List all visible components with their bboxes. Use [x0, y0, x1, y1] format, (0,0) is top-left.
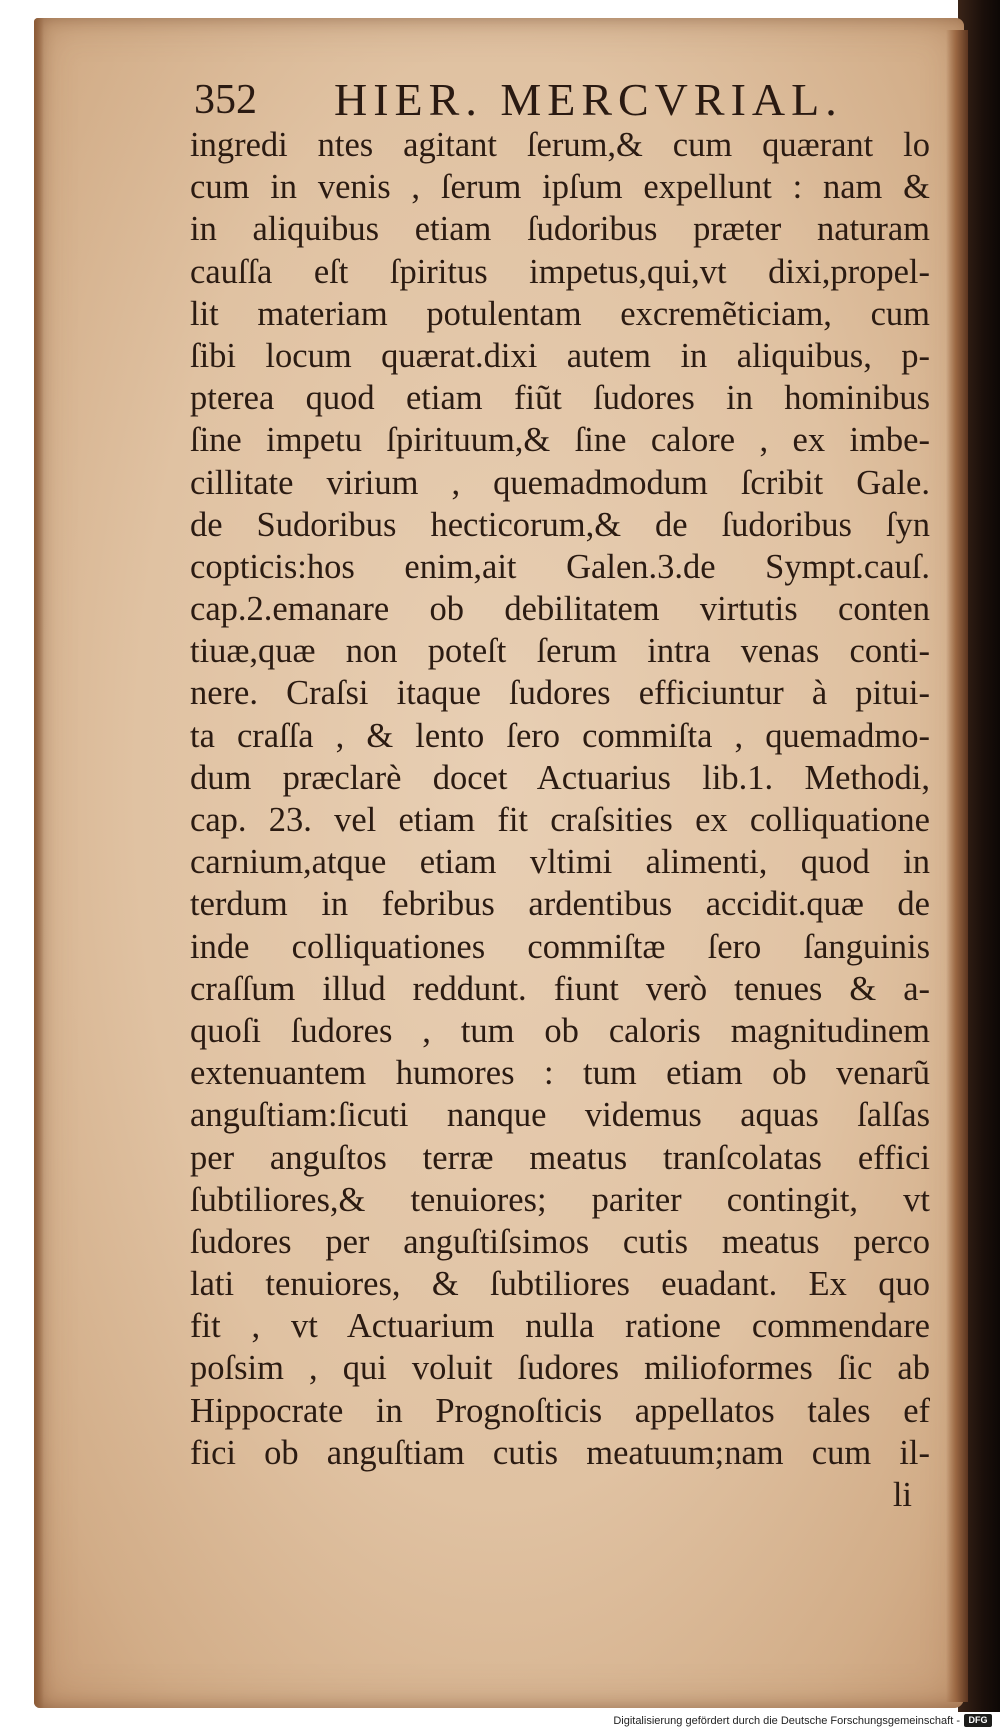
- text-line: ſibi locum quærat.dixi autem in aliquibus, p-: [190, 336, 930, 375]
- text-line: ſubtiliores,& tenuiores; pariter contingit, vt: [190, 1180, 930, 1219]
- text-line: cillitate virium , quemadmodum ſcribit Gale.: [190, 463, 930, 502]
- text-line: inde colliquationes commiſtæ ſero ſanguinis: [190, 927, 930, 966]
- text-line: cum in venis , ſerum ipſum expellunt : nam &: [190, 168, 930, 207]
- text-line: anguſtiam:ſicuti nanque videmus aquas ſalſas: [190, 1096, 930, 1135]
- text-line: carnium,atque etiam vltimi alimenti, quod in: [190, 843, 930, 882]
- book-binding-gutter: [946, 30, 968, 1702]
- text-line: per anguſtos terræ meatus tranſcolatas effici: [190, 1138, 930, 1177]
- text-line: cap. 23. vel etiam fit craſsities ex colliquatione: [190, 801, 930, 839]
- text-line: pterea quod etiam fiũt ſudores in hominibus: [190, 379, 930, 418]
- paper-left-edge: [34, 18, 44, 1708]
- text-line: copticis:hos enim,ait Galen.3.de Sympt.cauſ.: [190, 547, 930, 586]
- text-line: ſudores per anguſtiſsimos cutis meatus perco: [190, 1222, 930, 1261]
- text-line: fit , vt Actuarium nulla ratione commendare: [190, 1307, 930, 1346]
- text-line: in aliquibus etiam ſudoribus præter naturam: [190, 210, 930, 249]
- text-line: lati tenuiores, & ſubtiliores euadant. Ex quo: [190, 1265, 930, 1304]
- text-line: poſsim , qui voluit ſudores milioformes ſic ab: [190, 1349, 930, 1388]
- text-line: ſine impetu ſpirituum,& ſine calore , ex imbe-: [190, 421, 930, 460]
- dfg-logo: DFG: [964, 1714, 992, 1727]
- text-line: de Sudoribus hecticorum,& de ſudoribus ſyn: [190, 505, 930, 544]
- text-line: fici ob anguſtiam cutis meatuum;nam cum il-: [190, 1433, 930, 1472]
- digitization-credit: Digitalisierung gefördert durch die Deutsche Forschungsgemeinschaft -: [613, 1715, 960, 1727]
- running-head-title: HIER. MERCVRIAL.: [334, 74, 843, 125]
- text-line: cauſſa eſt ſpiritus impetus,qui,vt dixi,propel-: [190, 252, 930, 291]
- text-line: terdum in febribus ardentibus accidit.quæ de: [190, 885, 930, 924]
- text-line: craſſum illud reddunt. fiunt verò tenues & a-: [190, 969, 930, 1008]
- text-line: nere. Craſsi itaque ſudores efficiuntur à pitui-: [190, 674, 930, 713]
- text-line: lit materiam potulentam excremẽticiam, cum: [190, 294, 930, 333]
- text-line: cap.2.emanare ob debilitatem virtutis conten: [190, 590, 930, 629]
- text-line: li: [892, 1476, 912, 1514]
- text-line: dum præclarè docet Actuarius lib.1. Methodi,: [190, 758, 930, 797]
- page-number: 352: [194, 77, 257, 123]
- text-line: Hippocrate in Prognoſticis appellatos tales ef: [190, 1391, 930, 1430]
- text-line: ta craſſa , & lento ſero commiſta , quemadmo-: [190, 716, 930, 755]
- text-line: tiuæ,quæ non poteſt ſerum intra venas conti-: [190, 632, 930, 671]
- running-head: [194, 70, 884, 130]
- text-line: extenuantem humores : tum etiam ob venarũ: [190, 1054, 930, 1093]
- text-line: quoſi ſudores , tum ob caloris magnitudinem: [190, 1011, 930, 1050]
- text-line: ingredi ntes agitant ſerum,& cum quærant lo: [190, 126, 930, 164]
- body-text: [190, 124, 930, 1516]
